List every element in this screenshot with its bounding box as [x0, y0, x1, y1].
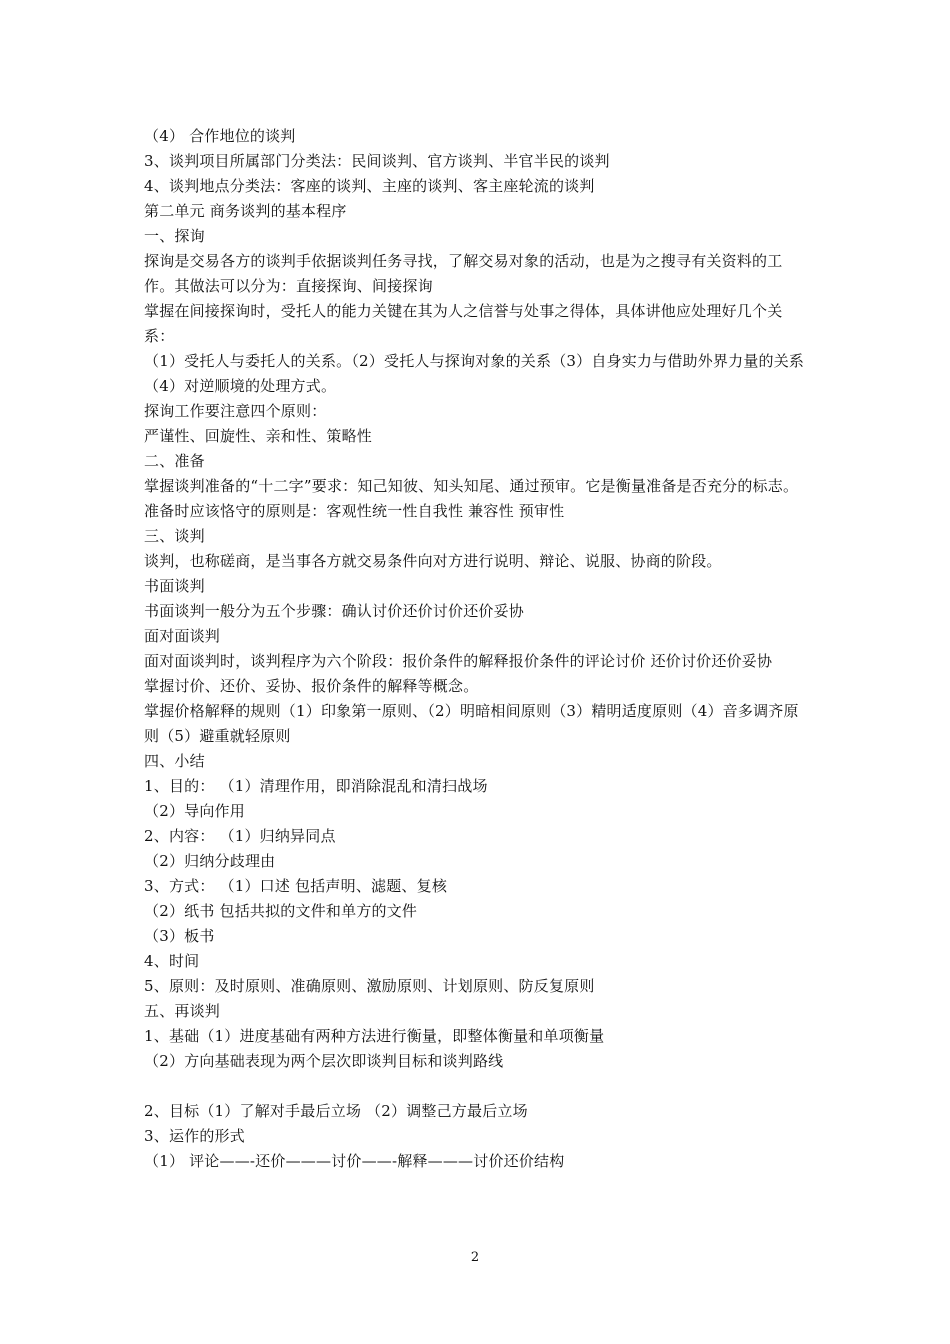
text-line: （3）板书 — [144, 927, 215, 945]
text-line: 1、目的： （1）清理作用，即消除混乱和清扫战场 — [144, 777, 488, 795]
text-line: 书面谈判一般分为五个步骤：确认讨价还价讨价还价妥协 — [144, 602, 525, 620]
text-line: 3、运作的形式 — [144, 1127, 245, 1145]
subsection-heading: 二、准备 — [144, 452, 205, 470]
page-content — [144, 124, 812, 1174]
text-line: （2）导向作用 — [144, 802, 245, 820]
text-line: （2）纸书 包括共拟的文件和单方的文件 — [144, 902, 418, 920]
text-line: 2、内容： （1）归纳异同点 — [144, 827, 336, 845]
subsection-heading: 三、谈判 — [144, 527, 205, 545]
text-line: 3、方式： （1）口述 包括声明、滤题、复核 — [144, 877, 448, 895]
subsection-heading: 五、再谈判 — [144, 1002, 221, 1020]
paragraph: 面对面谈判时，谈判程序为六个阶段：报价条件的解释报价条件的评论讨价 还价讨价还价妥协 — [144, 652, 773, 670]
text-line: 书面谈判 — [144, 577, 205, 595]
section-heading: 第二单元 商务谈判的基本程序 — [144, 202, 347, 220]
text-line: 谈判，也称磋商，是当事各方就交易条件向对方进行说明、辩论、说服、协商的阶段。 — [144, 552, 722, 570]
text-line: 严谨性、回旋性、亲和性、策略性 — [144, 427, 373, 445]
text-line: 4、时间 — [144, 952, 200, 970]
blank-line — [144, 1074, 812, 1099]
text-line: 4、谈判地点分类法：客座的谈判、主座的谈判、客主座轮流的谈判 — [144, 177, 595, 195]
text-line: 掌握讨价、还价、妥协、报价条件的解释等概念。 — [144, 677, 479, 695]
page-number: 2 — [470, 1250, 480, 1265]
paragraph: 探询是交易各方的谈判手依据谈判任务寻找，了解交易对象的活动，也是为之搜寻有关资料的工作。其做法可以分为：直接探询、间接探询 — [144, 252, 783, 295]
text-line: （1） 评论——-还价———讨价——-解释———讨价还价结构 — [144, 1152, 565, 1170]
paragraph: 掌握在间接探询时，受托人的能力关键在其为人之信誉与处事之得体，具体讲他应处理好几个关系： — [144, 302, 783, 345]
paragraph: 掌握价格解释的规则（1）印象第一原则、（2）明暗相间原则（3）精明适度原则（4）音多调齐原则（5）避重就轻原则 — [144, 702, 799, 745]
subsection-heading: 四、小结 — [144, 752, 205, 770]
text-line: 面对面谈判 — [144, 627, 221, 645]
text-line: 探询工作要注意四个原则： — [144, 402, 327, 420]
text-line: （2）归纳分歧理由 — [144, 852, 276, 870]
paragraph: （1）受托人与委托人的关系。（2）受托人与探询对象的关系（3）自身实力与借助外界力量的关系（4）对逆顺境的处理方式。 — [144, 352, 805, 395]
text-line: 5、原则：及时原则、准确原则、激励原则、计划原则、防反复原则 — [144, 977, 595, 995]
subsection-heading: 一、探询 — [144, 227, 205, 245]
text-line: （2）方向基础表现为两个层次即谈判目标和谈判路线 — [144, 1052, 504, 1070]
text-line: （4） 合作地位的谈判 — [144, 127, 296, 145]
text-line: 3、谈判项目所属部门分类法：民间谈判、官方谈判、半官半民的谈判 — [144, 152, 610, 170]
text-line: 准备时应该恪守的原则是：客观性统一性自我性 兼容性 预审性 — [144, 502, 565, 520]
text-line: 2、目标（1）了解对手最后立场 （2）调整己方最后立场 — [144, 1102, 528, 1120]
text-line: 1、基础（1）进度基础有两种方法进行衡量，即整体衡量和单项衡量 — [144, 1027, 605, 1045]
paragraph: 掌握谈判准备的“十二字”要求：知己知彼、知头知尾、通过预审。它是衡量准备是否充分的标志。 — [144, 477, 799, 495]
